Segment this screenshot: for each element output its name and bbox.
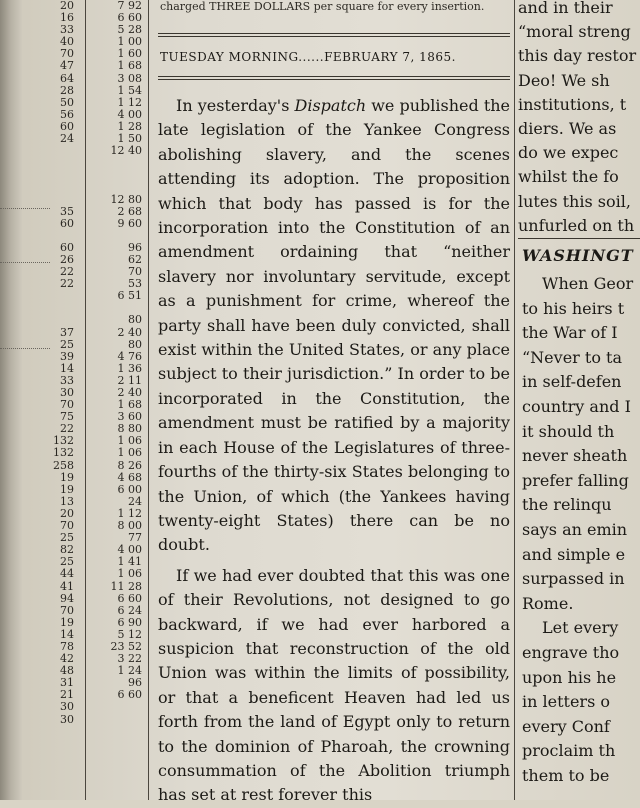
right-column-line: every Conf xyxy=(522,716,610,736)
article-paragraph-2: If we had ever doubted that this was one of their Revolutions, not designed to go backward, if we had ever harbored a suspicion that reconstruction of the old Union was within the limits of possibility, or that a beneficent Heaven had led us forth from the land of Egypt only to return to the dominion of Pharoah, the crowning consummation of the Abolition triumph has set at rest forever this xyxy=(158,565,510,805)
market-figure: 70 xyxy=(60,47,74,61)
market-figure: 75 xyxy=(60,410,74,424)
market-figure: 1 68 xyxy=(117,59,142,73)
market-figure: 11 28 xyxy=(110,579,142,593)
market-figure: 6 60 xyxy=(117,688,142,702)
market-figure: 3 22 xyxy=(117,652,142,666)
right-column-line: prefer falling xyxy=(522,470,629,490)
market-figure: 62 xyxy=(128,252,142,266)
market-figure: 37 xyxy=(60,325,74,339)
market-figure: 1 06 xyxy=(117,434,142,448)
market-figure: 1 36 xyxy=(117,361,142,375)
right-column-heading: WASHINGT xyxy=(522,246,634,265)
market-figures-column-b xyxy=(96,0,142,701)
rule-above-dateline xyxy=(158,33,510,34)
market-figure: 1 50 xyxy=(117,132,142,146)
market-figure: 22 xyxy=(60,277,74,291)
column-rule-1 xyxy=(85,0,86,800)
market-figure: 30 xyxy=(60,700,74,714)
market-figure xyxy=(96,157,142,169)
right-column-line: in self-defen xyxy=(522,372,622,392)
right-column-line: “moral streng xyxy=(518,22,631,42)
market-figure: 42 xyxy=(60,652,74,666)
market-figure: 6 51 xyxy=(117,289,142,303)
market-figure: 33 xyxy=(60,23,74,37)
market-figure: 25 xyxy=(60,555,74,569)
right-column xyxy=(518,0,640,800)
market-figure xyxy=(24,314,74,326)
market-figure: 41 xyxy=(60,579,74,593)
right-column-line: never sheath xyxy=(522,446,628,466)
market-figure: 8 00 xyxy=(117,519,142,533)
market-figure: 1 28 xyxy=(117,119,142,133)
market-figure: 5 12 xyxy=(117,627,142,641)
right-column-line: the War of I xyxy=(522,323,618,343)
right-column-line: Rome. xyxy=(522,593,574,613)
right-column-line: institutions, t xyxy=(518,94,627,114)
market-figure: 30 xyxy=(60,712,74,726)
market-figure xyxy=(96,169,142,181)
market-figure: 2 40 xyxy=(117,325,142,339)
right-column-line: “Never to ta xyxy=(522,347,623,367)
right-column-line: this day restor xyxy=(518,46,637,66)
market-figure: 5 28 xyxy=(117,23,142,37)
right-column-line: to his heirs t xyxy=(522,298,625,318)
right-column-line: proclaim th xyxy=(522,741,616,761)
market-figure: 60 xyxy=(60,216,74,230)
dotted-leader-3 xyxy=(0,348,50,349)
right-column-line: says an emin xyxy=(522,519,628,539)
right-column-line: country and I xyxy=(522,396,631,416)
right-column-line: in letters o xyxy=(522,692,610,712)
market-figure: 1 06 xyxy=(117,446,142,460)
market-figure: 50 xyxy=(60,95,74,109)
market-figure: 60 xyxy=(60,119,74,133)
market-figure: 47 xyxy=(60,59,74,73)
paragraph-1-lead: In yesterday's xyxy=(176,96,295,115)
market-figure: 25 xyxy=(60,531,74,545)
market-figure: 1 00 xyxy=(117,35,142,49)
market-figure: 26 xyxy=(60,252,74,266)
market-figure: 2 68 xyxy=(117,204,142,218)
market-figure: 6 24 xyxy=(117,603,142,617)
market-figure: 19 xyxy=(60,470,74,484)
advertising-notice: charged THREE DOLLARS per square for every insertion. xyxy=(160,0,485,13)
right-column-top-text xyxy=(518,0,640,238)
market-figure: 35 xyxy=(60,204,74,218)
market-figure: 77 xyxy=(128,531,142,545)
right-column-line: the relinqu xyxy=(522,495,612,515)
market-figure xyxy=(24,157,74,169)
market-figure xyxy=(24,169,74,181)
market-figure: 70 xyxy=(60,398,74,412)
right-column-line: Let every xyxy=(542,618,619,638)
right-column-line: and in their xyxy=(518,0,613,17)
market-figure: 22 xyxy=(60,422,74,436)
market-figure: 21 xyxy=(60,688,74,702)
market-figure: 20 xyxy=(60,0,74,12)
market-figure: 80 xyxy=(128,313,142,327)
market-figure: 23 52 xyxy=(110,639,142,653)
market-figure: 1 12 xyxy=(117,506,142,520)
right-column-line: upon his he xyxy=(522,667,617,687)
right-column-line: do we expec xyxy=(518,143,619,163)
right-rule xyxy=(518,238,640,239)
market-figure: 20 xyxy=(60,506,74,520)
market-figure: 30 xyxy=(60,386,74,399)
market-figure: 8 26 xyxy=(117,458,142,472)
right-column-line: lutes this soil, xyxy=(518,191,631,211)
market-figure: 12 40 xyxy=(110,144,142,158)
market-figure: 132 xyxy=(53,446,74,460)
market-figure: 4 00 xyxy=(117,543,142,557)
market-figure: 70 xyxy=(60,519,74,533)
market-figure: 3 08 xyxy=(117,71,142,85)
market-figure: 60 xyxy=(60,240,74,254)
market-figure: 44 xyxy=(60,567,74,581)
editorial-column xyxy=(150,0,512,805)
market-figure: 48 xyxy=(60,664,74,678)
market-figure: 70 xyxy=(60,603,74,617)
right-column-line: engrave tho xyxy=(522,642,620,662)
market-figure: 53 xyxy=(128,277,142,291)
right-column-line: diers. We as xyxy=(518,119,617,139)
column-rule-2 xyxy=(148,0,149,800)
dateline-leader: ...... xyxy=(298,50,325,64)
market-figure: 1 12 xyxy=(117,95,142,109)
market-figure xyxy=(24,145,74,157)
rule-above-dateline-2 xyxy=(158,36,510,37)
market-figure xyxy=(24,181,74,193)
dateline-day: TUESDAY MORNING xyxy=(160,50,299,64)
market-figure: 13 xyxy=(60,494,74,508)
right-column-line: surpassed in xyxy=(522,569,625,589)
right-column-body xyxy=(522,272,640,788)
market-figure: 94 xyxy=(60,591,74,605)
market-figure: 4 76 xyxy=(117,349,142,363)
market-figure: 12 80 xyxy=(110,192,142,206)
article-paragraph-1 xyxy=(158,94,510,558)
market-figure: 33 xyxy=(60,373,74,387)
market-figure: 4 00 xyxy=(117,107,142,121)
market-figure: 80 xyxy=(128,337,142,351)
market-figure xyxy=(24,290,74,302)
dotted-leader-1 xyxy=(0,208,50,209)
newspaper-name: Dispatch xyxy=(294,96,367,115)
market-figure: 1 68 xyxy=(117,398,142,412)
right-column-line: it should th xyxy=(522,421,615,441)
market-figure: 1 54 xyxy=(117,83,142,97)
market-figure: 22 xyxy=(60,265,74,279)
market-figure: 6 90 xyxy=(117,615,142,629)
market-figure: 82 xyxy=(60,543,74,557)
market-figure: 6 00 xyxy=(117,482,142,496)
market-figure xyxy=(24,302,74,314)
market-figure: 9 60 xyxy=(117,216,142,230)
market-figure: 70 xyxy=(128,265,142,279)
right-column-line: When Geor xyxy=(542,274,634,293)
paragraph-1-body: we published the late legislation of the Yankee Congress abolishing slavery, and the scenes attending its adoption. The proposition which that body has passed is for the incorporation into the Constitution of an amendment ordaining that “neither slavery nor involuntary servitude, except as a punishment for crime, whereof the party shall have been duly convicted, shall exist within the United States, or any place subject to their jurisdiction.” In order to be incorporated in the Constitution, the amendment must be ratified by a majority in each House of the Legislatures of three-fourths of the thirty-six States belonging to the Union, of which (the Yankees having twenty-eight States) there can be no doubt. xyxy=(158,96,511,555)
market-figure: 1 06 xyxy=(117,567,142,581)
market-figure: 7 92 xyxy=(117,0,142,12)
market-figure: 3 60 xyxy=(117,410,142,424)
market-figure: 6 60 xyxy=(117,591,142,605)
right-column-line: them to be xyxy=(522,765,610,785)
market-figure: 56 xyxy=(60,107,74,121)
market-figure: 19 xyxy=(60,482,74,496)
editorial-article xyxy=(158,94,510,808)
right-column-line: whilst the fo xyxy=(518,167,619,187)
market-figure: 8 80 xyxy=(117,422,142,436)
market-figure: 1 24 xyxy=(117,664,142,678)
market-figure: 24 xyxy=(128,494,142,508)
right-column-line: and simple e xyxy=(522,544,626,564)
market-figure: 132 xyxy=(53,434,74,448)
market-figure: 258 xyxy=(53,458,74,472)
dateline xyxy=(160,50,510,64)
right-column-line: unfurled on th xyxy=(518,215,635,235)
market-figure xyxy=(24,194,74,206)
rule-below-dateline-2 xyxy=(158,79,510,80)
market-figure: 6 60 xyxy=(117,11,142,25)
market-figure: 28 xyxy=(60,83,74,97)
market-figure: 24 xyxy=(60,132,74,146)
market-figure: 96 xyxy=(128,676,142,690)
market-figure: 16 xyxy=(60,11,74,25)
dateline-date: FEBRUARY 7, 1865. xyxy=(324,50,456,64)
market-figure: 1 41 xyxy=(117,555,142,569)
market-figure: 39 xyxy=(60,349,74,363)
market-figures-column-a xyxy=(24,0,74,726)
right-column-line: Deo! We sh xyxy=(518,70,610,90)
market-figure: 19 xyxy=(60,615,74,629)
binding-shadow xyxy=(0,0,22,800)
column-rule-3 xyxy=(514,0,515,800)
market-figure: 14 xyxy=(60,627,74,641)
market-figure: 14 xyxy=(60,361,74,375)
market-figure: 31 xyxy=(60,676,74,690)
dotted-leader-2 xyxy=(0,262,50,263)
rule-below-dateline xyxy=(158,76,510,77)
market-figure: 2 40 xyxy=(117,386,142,399)
market-figure: 78 xyxy=(60,639,74,653)
market-figure: 64 xyxy=(60,71,74,85)
market-figure xyxy=(96,181,142,193)
market-figure: 4 68 xyxy=(117,470,142,484)
market-figure: 1 60 xyxy=(117,47,142,61)
market-figure: 96 xyxy=(128,240,142,254)
market-figure: 40 xyxy=(60,35,74,49)
market-figure: 25 xyxy=(60,337,74,351)
market-figure: 2 11 xyxy=(117,373,142,387)
